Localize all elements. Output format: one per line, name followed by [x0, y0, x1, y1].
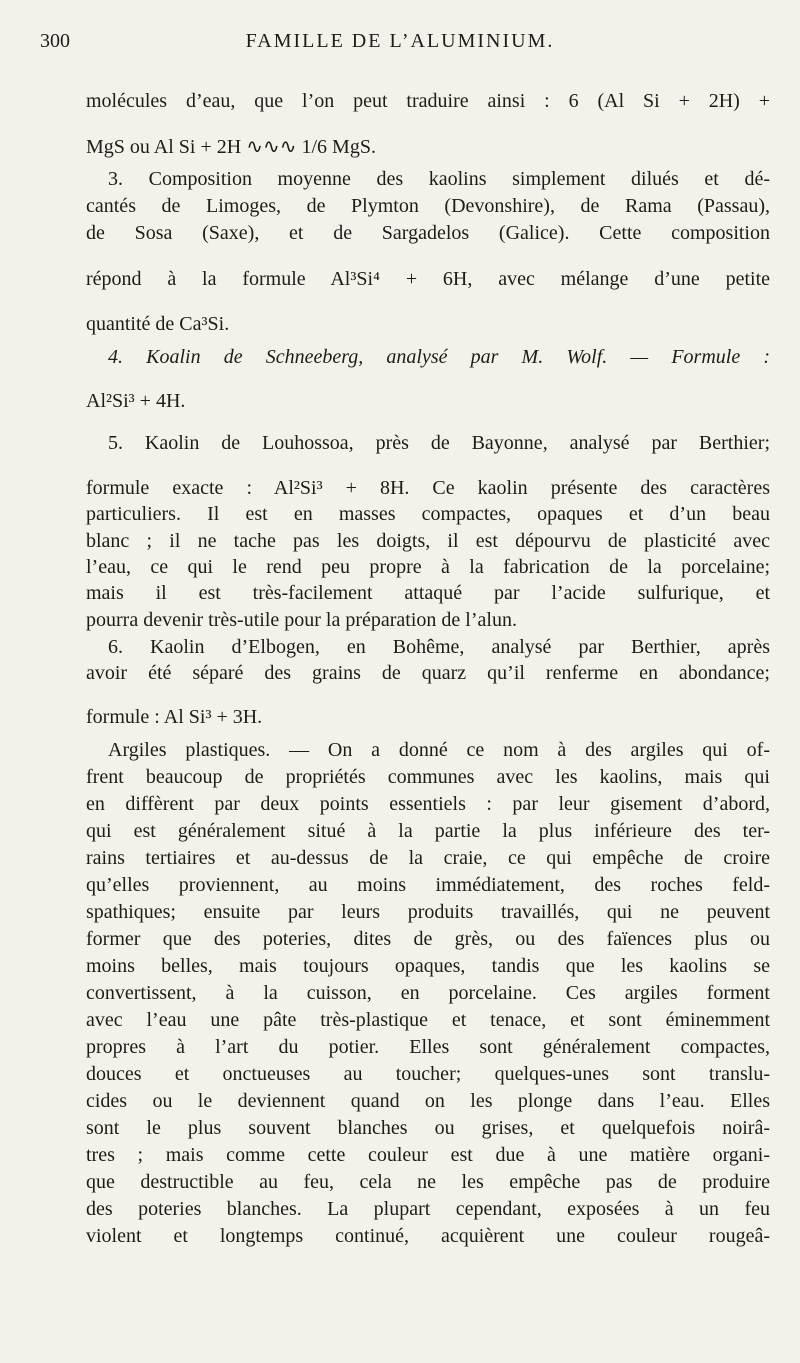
text-line: en diffèrent par deux points essentiels : par leur gisement d’abord, — [86, 793, 770, 815]
text-line: moins belles, mais toujours opaques, tandis que les kaolins se — [86, 955, 770, 977]
text-line: convertissent, à la cuisson, en porcelaine. Ces argiles forment — [86, 982, 770, 1004]
text-line: formule exacte : Al²Si³ + 8H. Ce kaolin présente des caractères — [86, 477, 770, 499]
text-line: 3. Composition moyenne des kaolins simplement dilués et dé- — [108, 168, 770, 190]
text-line: formule : Al Si³ + 3H. — [86, 706, 263, 728]
text-line: douces et onctueuses au toucher; quelques-unes sont translu- — [86, 1063, 770, 1085]
running-title: FAMILLE DE L’ALUMINIUM. — [245, 30, 555, 52]
text-line: tres ; mais comme cette couleur est due à une matière organi- — [86, 1144, 770, 1166]
text-line: 4. Koalin de Schneeberg, analysé par M. Wolf. — Formule : — [108, 346, 770, 368]
text-line: qu’elles proviennent, au moins immédiatement, des roches feld- — [86, 874, 770, 896]
text-line: molécules d’eau, que l’on peut traduire ainsi : 6 (Al Si + 2H) + — [86, 90, 770, 112]
page-number: 300 — [40, 30, 70, 52]
page-header — [40, 30, 760, 66]
text-line: spathiques; ensuite par leurs produits travaillés, qui ne peuvent — [86, 901, 770, 923]
text-line: propres à l’art du potier. Elles sont généralement compactes, — [86, 1036, 770, 1058]
text-line: de Sosa (Saxe), et de Sargadelos (Galice). Cette composition — [86, 222, 770, 244]
text-line: qui est généralement situé à la partie la plus inférieure des ter- — [86, 820, 770, 842]
text-line: que destructible au feu, cela ne les empêche pas de produire — [86, 1171, 770, 1193]
text-line: violent et longtemps continué, acquièrent une couleur rougeâ- — [86, 1225, 770, 1247]
text-line: former que des poteries, dites de grès, ou des faïences plus ou — [86, 928, 770, 950]
text-line: des poteries blanches. La plupart cependant, exposées à un feu — [86, 1198, 770, 1220]
text-line: pourra devenir très-utile pour la préparation de l’alun. — [86, 609, 517, 631]
text-line: rains tertiaires et au-dessus de la craie, ce qui empêche de croire — [86, 847, 770, 869]
text-line: cantés de Limoges, de Plymton (Devonshire), de Rama (Passau), — [86, 195, 770, 217]
text-line: avoir été séparé des grains de quarz qu’il renferme en abondance; — [86, 662, 770, 684]
text-line: 5. Kaolin de Louhossoa, près de Bayonne, analysé par Berthier; — [108, 432, 770, 454]
text-line: mais il est très-facilement attaqué par l’acide sulfurique, et — [86, 582, 770, 604]
text-line: blanc ; il ne tache pas les doigts, il est dépourvu de plasticité avec — [86, 530, 770, 552]
text-line: particuliers. Il est en masses compactes, opaques et d’un beau — [86, 503, 770, 525]
text-line: sont le plus souvent blanches ou grises, et quelquefois noirâ- — [86, 1117, 770, 1139]
text-line: 6. Kaolin d’Elbogen, en Bohême, analysé par Berthier, après — [108, 636, 770, 658]
text-line: MgS ou Al Si + 2H ∿∿∿ 1/6 MgS. — [86, 136, 376, 158]
text-line: Al²Si³ + 4H. — [86, 390, 186, 412]
text-line: Argiles plastiques. — On a donné ce nom à des argiles qui of- — [108, 739, 770, 761]
text-line: répond à la formule Al³Si⁴ + 6H, avec mélange d’une petite — [86, 268, 770, 290]
text-line: cides ou le deviennent quand on les plonge dans l’eau. Elles — [86, 1090, 770, 1112]
text-line: avec l’eau une pâte très-plastique et tenace, et sont éminemment — [86, 1009, 770, 1031]
text-line: quantité de Ca³Si. — [86, 313, 230, 335]
text-line: frent beaucoup de propriétés communes avec les kaolins, mais qui — [86, 766, 770, 788]
text-line: l’eau, ce qui le rend peu propre à la fabrication de la porcelaine; — [86, 556, 770, 578]
